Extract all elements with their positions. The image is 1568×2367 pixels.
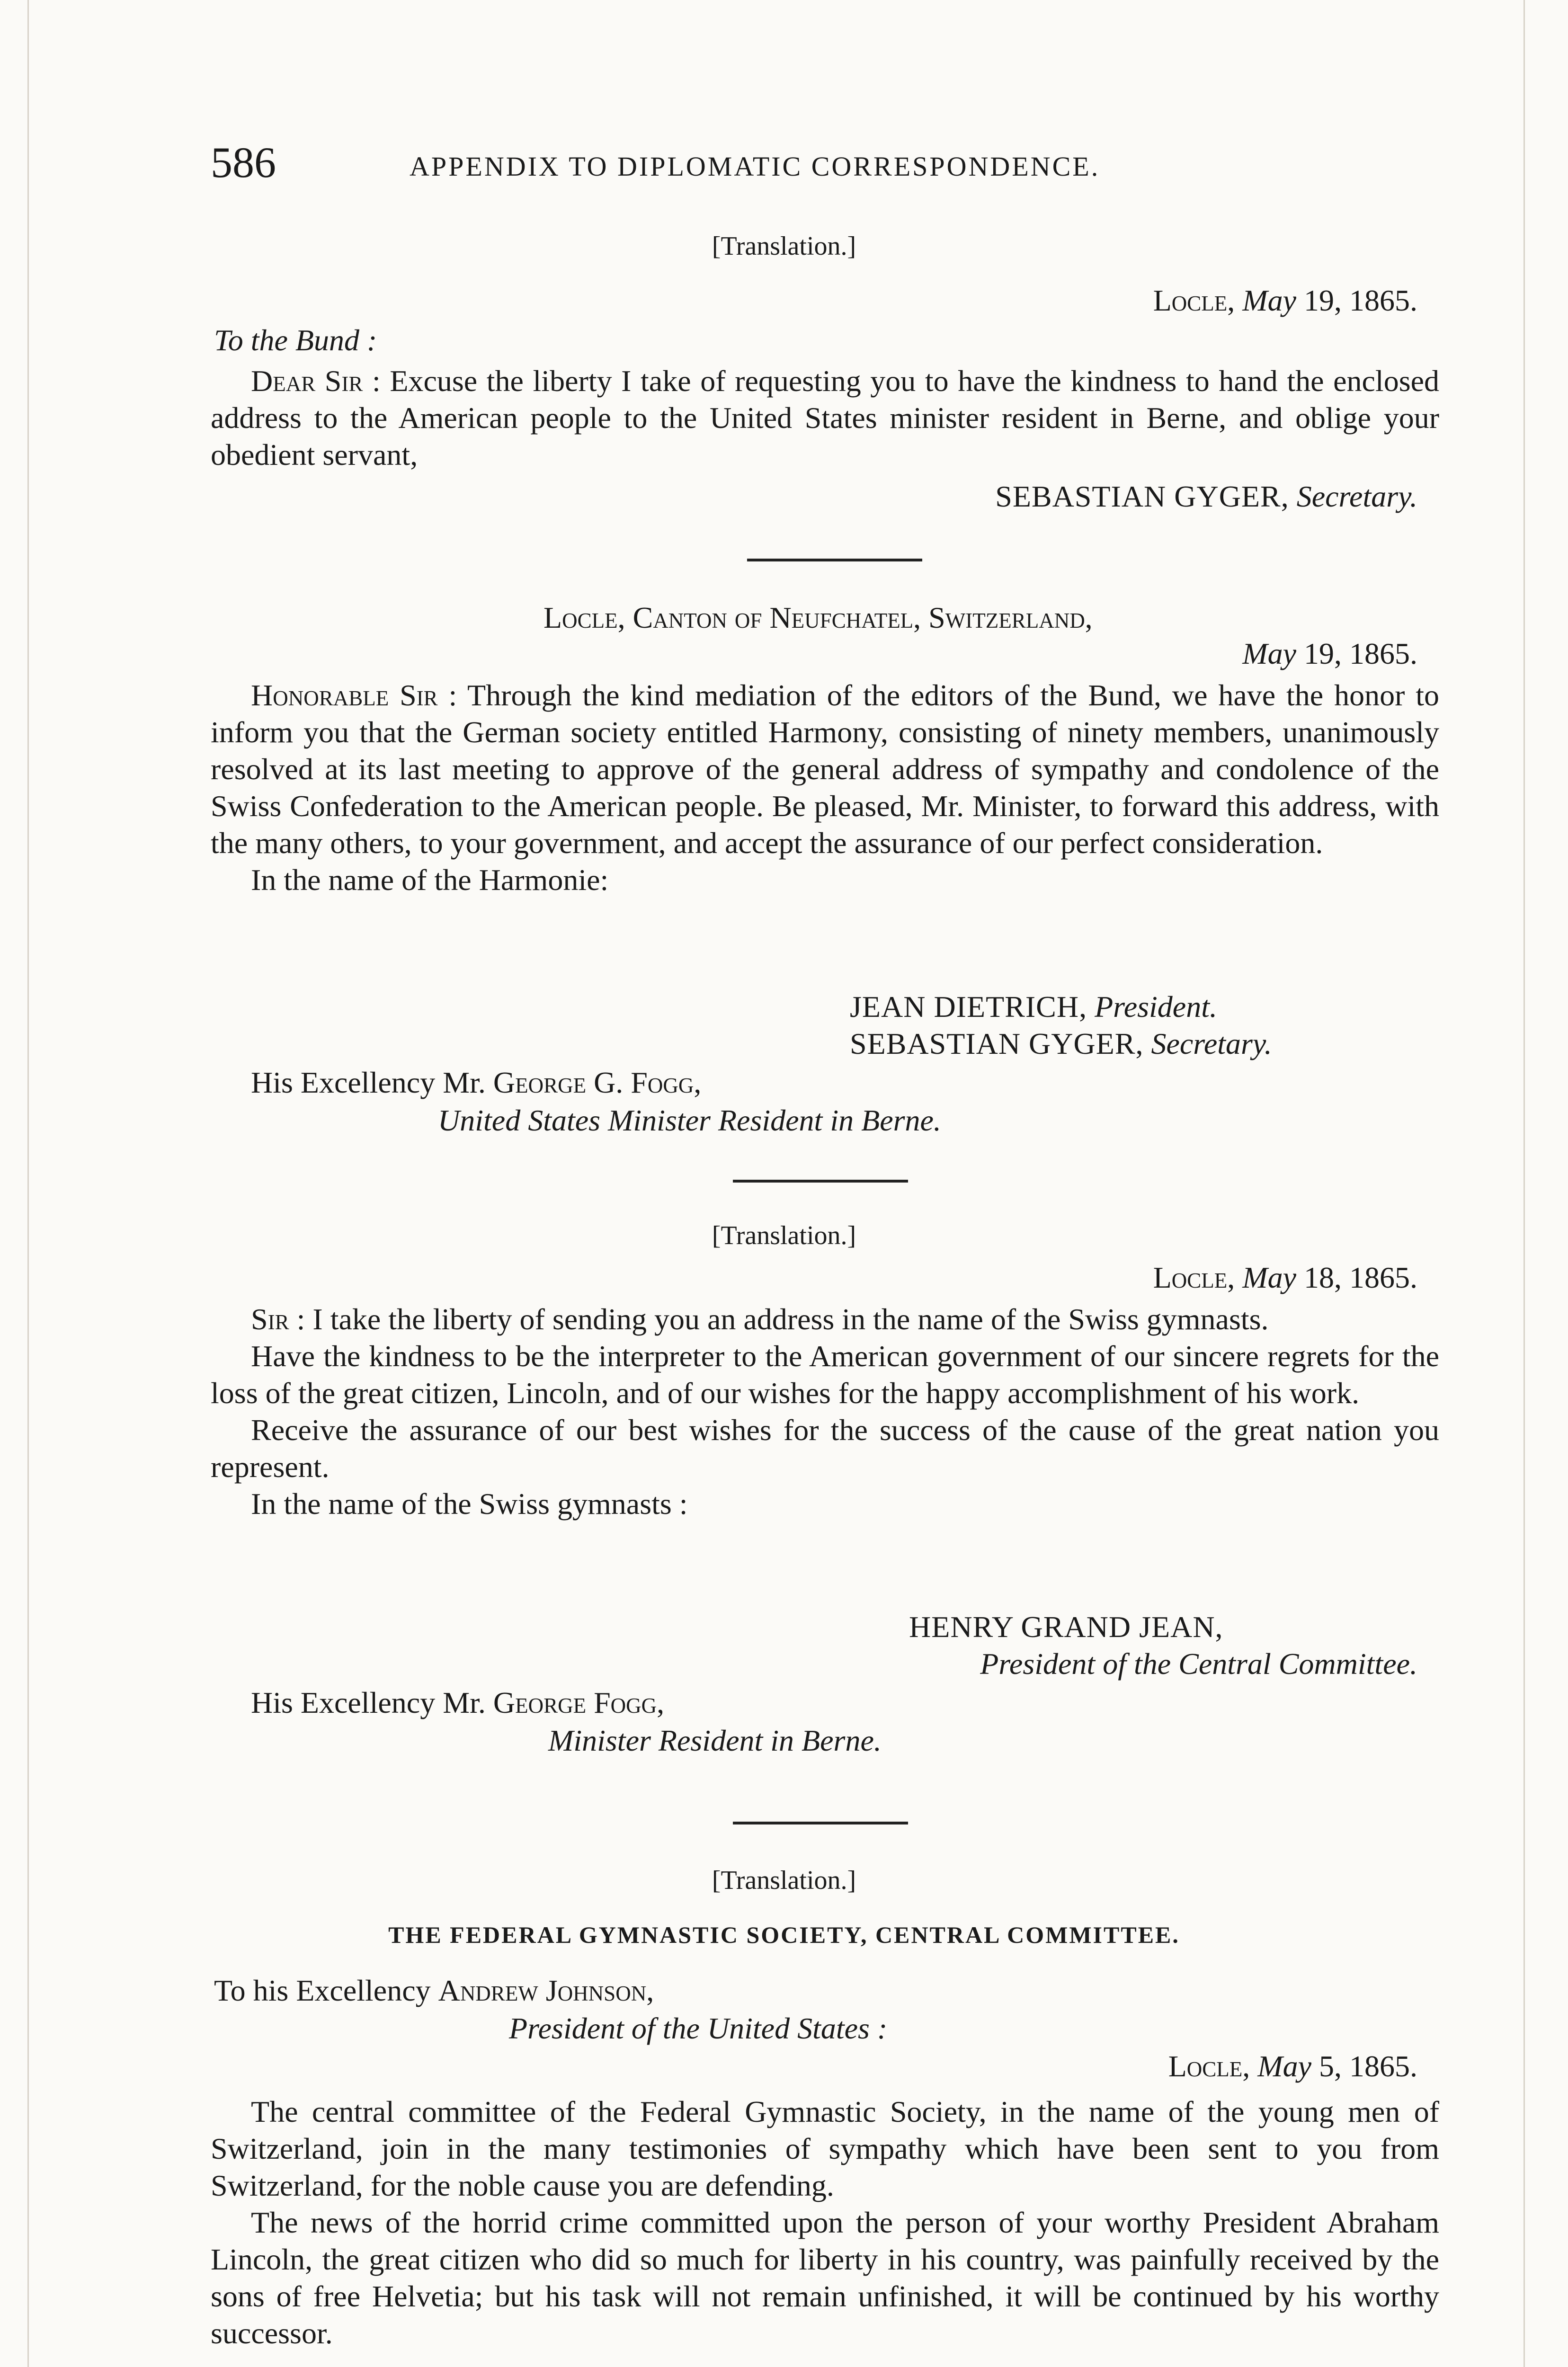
translation-label-3: [Translation.] bbox=[712, 1221, 856, 1250]
letter3-body: Sir : I take the liberty of sending you an address in the name of the Swiss gymnasts. Have the kindness to be the interpreter to the American government of our sincere regrets for the loss of the great citizen, Lincoln, and of our wishes for the happy accomplishment of his work. Receive the assurance of our best wishes for the success of the cause of the great nation you represent. In the name of the Swiss gymnasts : bbox=[211, 1301, 1439, 1522]
letter1-addressee: To the Bund : bbox=[214, 323, 377, 357]
letter3-salutation: Sir : bbox=[251, 1302, 305, 1336]
letter3-signer-name: HENRY GRAND JEAN, bbox=[909, 1610, 1223, 1644]
page-edge-left bbox=[27, 0, 29, 2367]
letter3-signer-title: President of the Central Committee. bbox=[980, 1647, 1417, 1681]
letter1-place: Locle, bbox=[1153, 284, 1235, 317]
letter4-dateline: Locle, May 5, 1865. bbox=[1168, 2049, 1417, 2083]
page-number: 586 bbox=[211, 138, 276, 187]
letter2-date-month: May bbox=[1242, 637, 1296, 670]
letter4-para2: The news of the horrid crime committed upon the person of your worthy President Abraham Lincoln, the great citizen who did so much for liberty in his country, was painfully received by the sons of free Helvetia; but his task will not remain unfinished, it will be continued by his worthy successor. bbox=[211, 2206, 1439, 2350]
letter1-date-month: May bbox=[1242, 284, 1296, 317]
letter4-recipient: To his Excellency Andrew Johnson, bbox=[214, 1974, 654, 2007]
letter2-salutation: Honorable Sir : bbox=[251, 678, 457, 712]
letter2-place-line: Locle, Canton of Neufchatel, Switzerland, bbox=[543, 601, 1093, 634]
page-edge-right bbox=[1523, 0, 1525, 2367]
letter2-recipient: His Excellency Mr. George G. Fogg, bbox=[251, 1066, 702, 1099]
letter2-recipient-title: United States Minister Resident in Berne. bbox=[438, 1103, 941, 1137]
letter3-dateline: Locle, May 18, 1865. bbox=[1153, 1261, 1417, 1294]
section-rule-2 bbox=[733, 1180, 908, 1183]
letter1-date-rest: 19, 1865. bbox=[1304, 284, 1417, 317]
letter1-signer-name: SEBASTIAN GYGER, bbox=[995, 480, 1289, 513]
letter1-signer-title: Secretary. bbox=[1296, 480, 1417, 513]
section-rule-1 bbox=[747, 559, 922, 561]
section-rule-3 bbox=[733, 1822, 908, 1824]
letter1-signature bbox=[995, 479, 1417, 514]
letter3-recipient: His Excellency Mr. George Fogg, bbox=[251, 1686, 665, 1719]
letter1-body-text: Excuse the liberty I take of requesting you to have the kindness to hand the enclosed address to the American people to the United States minister resident in Berne, and oblige your obedient servant, bbox=[211, 364, 1440, 472]
letter1-salutation: Dear Sir : bbox=[251, 364, 381, 398]
letter2-closing: In the name of the Harmonie: bbox=[251, 863, 609, 897]
letter2-body bbox=[211, 677, 1439, 899]
translation-label-4: [Translation.] bbox=[712, 1866, 856, 1895]
translation-label-1: [Translation.] bbox=[712, 231, 856, 261]
letter3-para2: Have the kindness to be the interpreter to the American government of our sincere regrets for the loss of the great citizen, Lincoln, and of our wishes for the happy accomplishment of his work. bbox=[211, 1339, 1439, 1410]
letter4-body bbox=[211, 2093, 1439, 2352]
letter2-date bbox=[1242, 636, 1417, 671]
letter3-closing: In the name of the Swiss gymnasts : bbox=[251, 1487, 688, 1521]
letter2-signer2: SEBASTIAN GYGER, Secretary. bbox=[850, 1027, 1272, 1060]
letter4-para1: The central committee of the Federal Gymnastic Society, in the name of the young men of Switzerland, join in the many testimonies of sympathy which have been sent to you from Switzerland, for the noble cause you are defending. bbox=[211, 2095, 1439, 2202]
letter4-heading: THE FEDERAL GYMNASTIC SOCIETY, CENTRAL COMMITTEE. bbox=[388, 1922, 1180, 1948]
letter3-para3: Receive the assurance of our best wishes for the success of the cause of the great nation you represent. bbox=[211, 1413, 1439, 1484]
letter1-dateline bbox=[1153, 283, 1417, 318]
letter2-date-rest: 19, 1865. bbox=[1304, 637, 1417, 670]
letter1-body bbox=[211, 363, 1439, 473]
letter2-signer1: JEAN DIETRICH, President. bbox=[850, 990, 1217, 1023]
letter3-recipient-title: Minister Resident in Berne. bbox=[548, 1724, 882, 1757]
letter2-body-text: Through the kind mediation of the editors of the Bund, we have the honor to inform you that the German society entitled Harmony, consisting of ninety members, unanimously resolved at its last meeting to approve of the general address of sympathy and condolence of the Swiss Confederation to the American people. Be pleased, Mr. Minister, to forward this address, with the many others, to your government, and accept the assurance of our perfect consideration. bbox=[211, 678, 1440, 860]
letter4-recipient-title: President of the United States : bbox=[509, 2011, 888, 2045]
running-head: APPENDIX TO DIPLOMATIC CORRESPONDENCE. bbox=[410, 151, 1100, 182]
